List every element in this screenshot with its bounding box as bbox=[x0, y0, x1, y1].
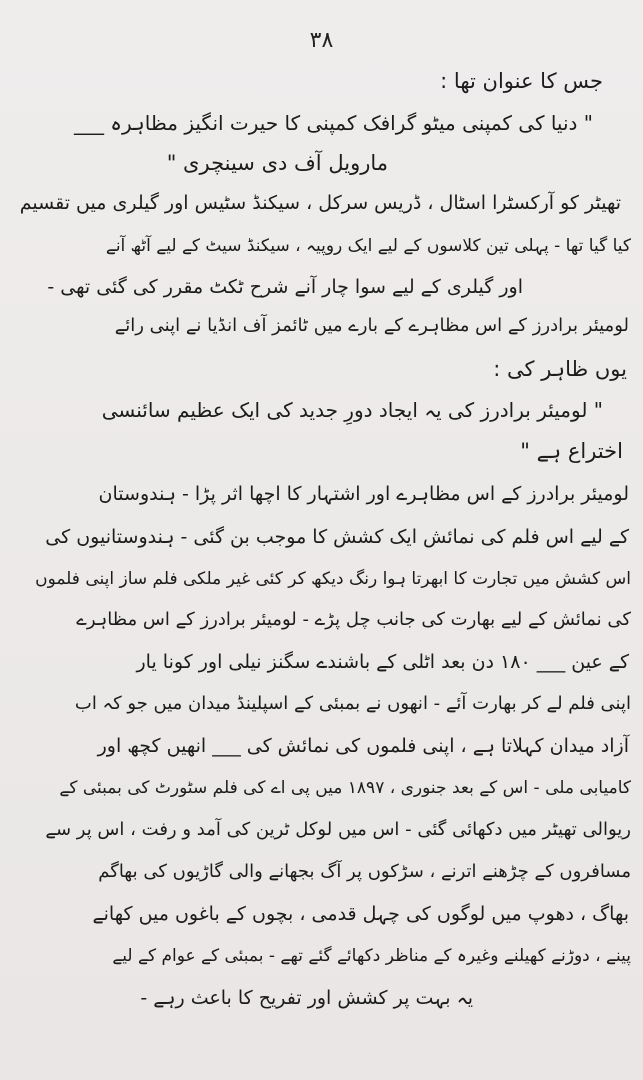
text-line: کی نمائش کے لیے بھارت کی جانب چل پڑے - لومیئر برادرز کے اس مظاہرے bbox=[76, 609, 631, 630]
text-line: پینے ، دوڑنے کھیلنے وغیرہ کے مناظر دکھائے گئے تھے - بمبئی کے عوام کے لیے bbox=[112, 946, 631, 966]
text-line: کامیابی ملی - اس کے بعد جنوری ، ۱۸۹۷ میں پی اے کی فلم سٹورٹ کی بمبئی کے bbox=[59, 778, 631, 798]
text-line: لومیئر برادرز کے اس مظاہرے کے بارے میں ٹائمز آف انڈیا نے اپنی رائے bbox=[114, 315, 629, 336]
text-line: اور گیلری کے لیے سوا چار آنے شرح ٹکٹ مقرر کی گئی تھی - bbox=[47, 276, 523, 298]
text-line: ریوالی تھیٹر میں دکھائی گئی - اس میں لوکل ٹرین کی آمد و رفت ، اس پر سے bbox=[45, 819, 631, 840]
page-number: ۳۸ bbox=[309, 28, 334, 53]
text-line: " لومیئر برادرز کی یہ ایجاد دورِ جدید کی ایک عظیم سائنسی bbox=[101, 398, 603, 422]
text-line: اختراع ہے " bbox=[520, 439, 623, 463]
text-line: کے عین ___ ۱۸۰ دن بعد اٹلی کے باشندے سگنز نیلی اور کونا یار bbox=[136, 651, 629, 673]
text-line: اس کشش میں تجارت کا ابھرتا ہوا رنگ دیکھ کر کئی غیر ملکی فلم ساز اپنی فلموں bbox=[35, 569, 631, 589]
text-line: بھاگ ، دھوپ میں لوگوں کی چہل قدمی ، بچوں کے باغوں میں کھانے bbox=[92, 903, 629, 925]
text-line: لومیئر برادرز کے اس مظاہرے اور اشتہار کا اچھا اثر پڑا - ہندوستان bbox=[98, 483, 629, 505]
text-line: " دنیا کی کمپنی میٹو گرافک کمپنی کا حیرت انگیز مظاہرہ ___ bbox=[73, 111, 593, 135]
text-line: اپنی فلم لے کر بھارت آئے - انھوں نے بمبئی کے اسپلینڈ میدان میں جو کہ اب bbox=[74, 693, 631, 714]
text-line: تھیٹر کو آرکسٹرا اسٹال ، ڈریس سرکل ، سیکنڈ سٹیس اور گیلری میں تقسیم bbox=[19, 192, 621, 214]
text-line: آزاد میدان کہلاتا ہے ، اپنی فلموں کی نمائش کی ___ انھیں کچھ اور bbox=[97, 735, 629, 757]
text-line: مارویل آف دی سینچری " bbox=[166, 151, 388, 175]
text-line: یوں ظاہر کی : bbox=[493, 357, 627, 381]
text-line: جس کا عنوان تھا : bbox=[440, 69, 603, 93]
text-line: یہ بہت پر کشش اور تفریح کا باعث رہے - bbox=[140, 987, 473, 1009]
text-line: مسافروں کے چڑھنے اترنے ، سڑکوں پر آگ بجھانے والی گاڑیوں کی بھاگم bbox=[98, 861, 631, 882]
text-line: کے لیے اس فلم کی نمائش ایک کشش کا موجب بن گئی - ہندوستانیوں کی bbox=[45, 526, 629, 548]
text-line: کیا گیا تھا - پہلی تین کلاسوں کے لیے ایک روپیہ ، سیکنڈ سیٹ کے لیے آٹھ آنے bbox=[105, 236, 631, 256]
